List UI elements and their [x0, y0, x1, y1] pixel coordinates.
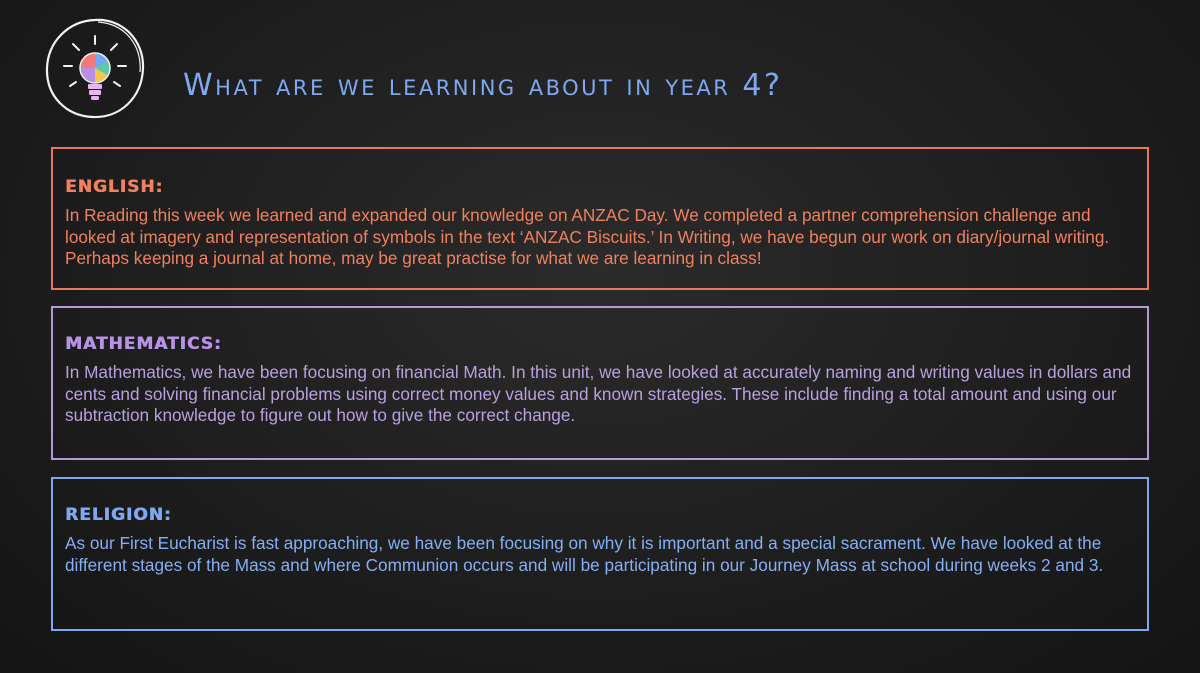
english-body: In Reading this week we learned and expanded our knowledge on ANZAC Day. We completed a partner comprehension challenge and looked at imagery and representation of symbols in the text ‘ANZAC Biscuits.’ In Writing, we have begun our work on diary/journal writing. Perhaps keeping a journal at home, may be great practise for what we are learning in class!	[65, 205, 1110, 268]
religion-body: As our First Eucharist is fast approaching, we have been focusing on why it is important and a special sacrament. We have looked at the different stages of the Mass and where Communion occurs and will be participating in our Journey Mass at school during weeks 2 and 3.	[65, 533, 1104, 575]
page-title: What are we learning about in year 4?	[183, 68, 783, 104]
english-heading: ENGLISH:	[65, 177, 164, 197]
religion-heading: RELIGION:	[65, 505, 172, 525]
english-card	[51, 147, 1149, 290]
religion-card	[51, 477, 1149, 631]
mathematics-card	[51, 306, 1149, 460]
lightbulb-icon	[40, 8, 150, 128]
mathematics-heading: MATHEMATICS:	[65, 334, 222, 354]
mathematics-body: In Mathematics, we have been focusing on financial Math. In this unit, we have looked at accurately naming and writing values in dollars and cents and solving financial problems using correct money values and known strategies. These include finding a total amount and using our subtraction knowledge to figure out how to give the correct change.	[65, 362, 1132, 425]
